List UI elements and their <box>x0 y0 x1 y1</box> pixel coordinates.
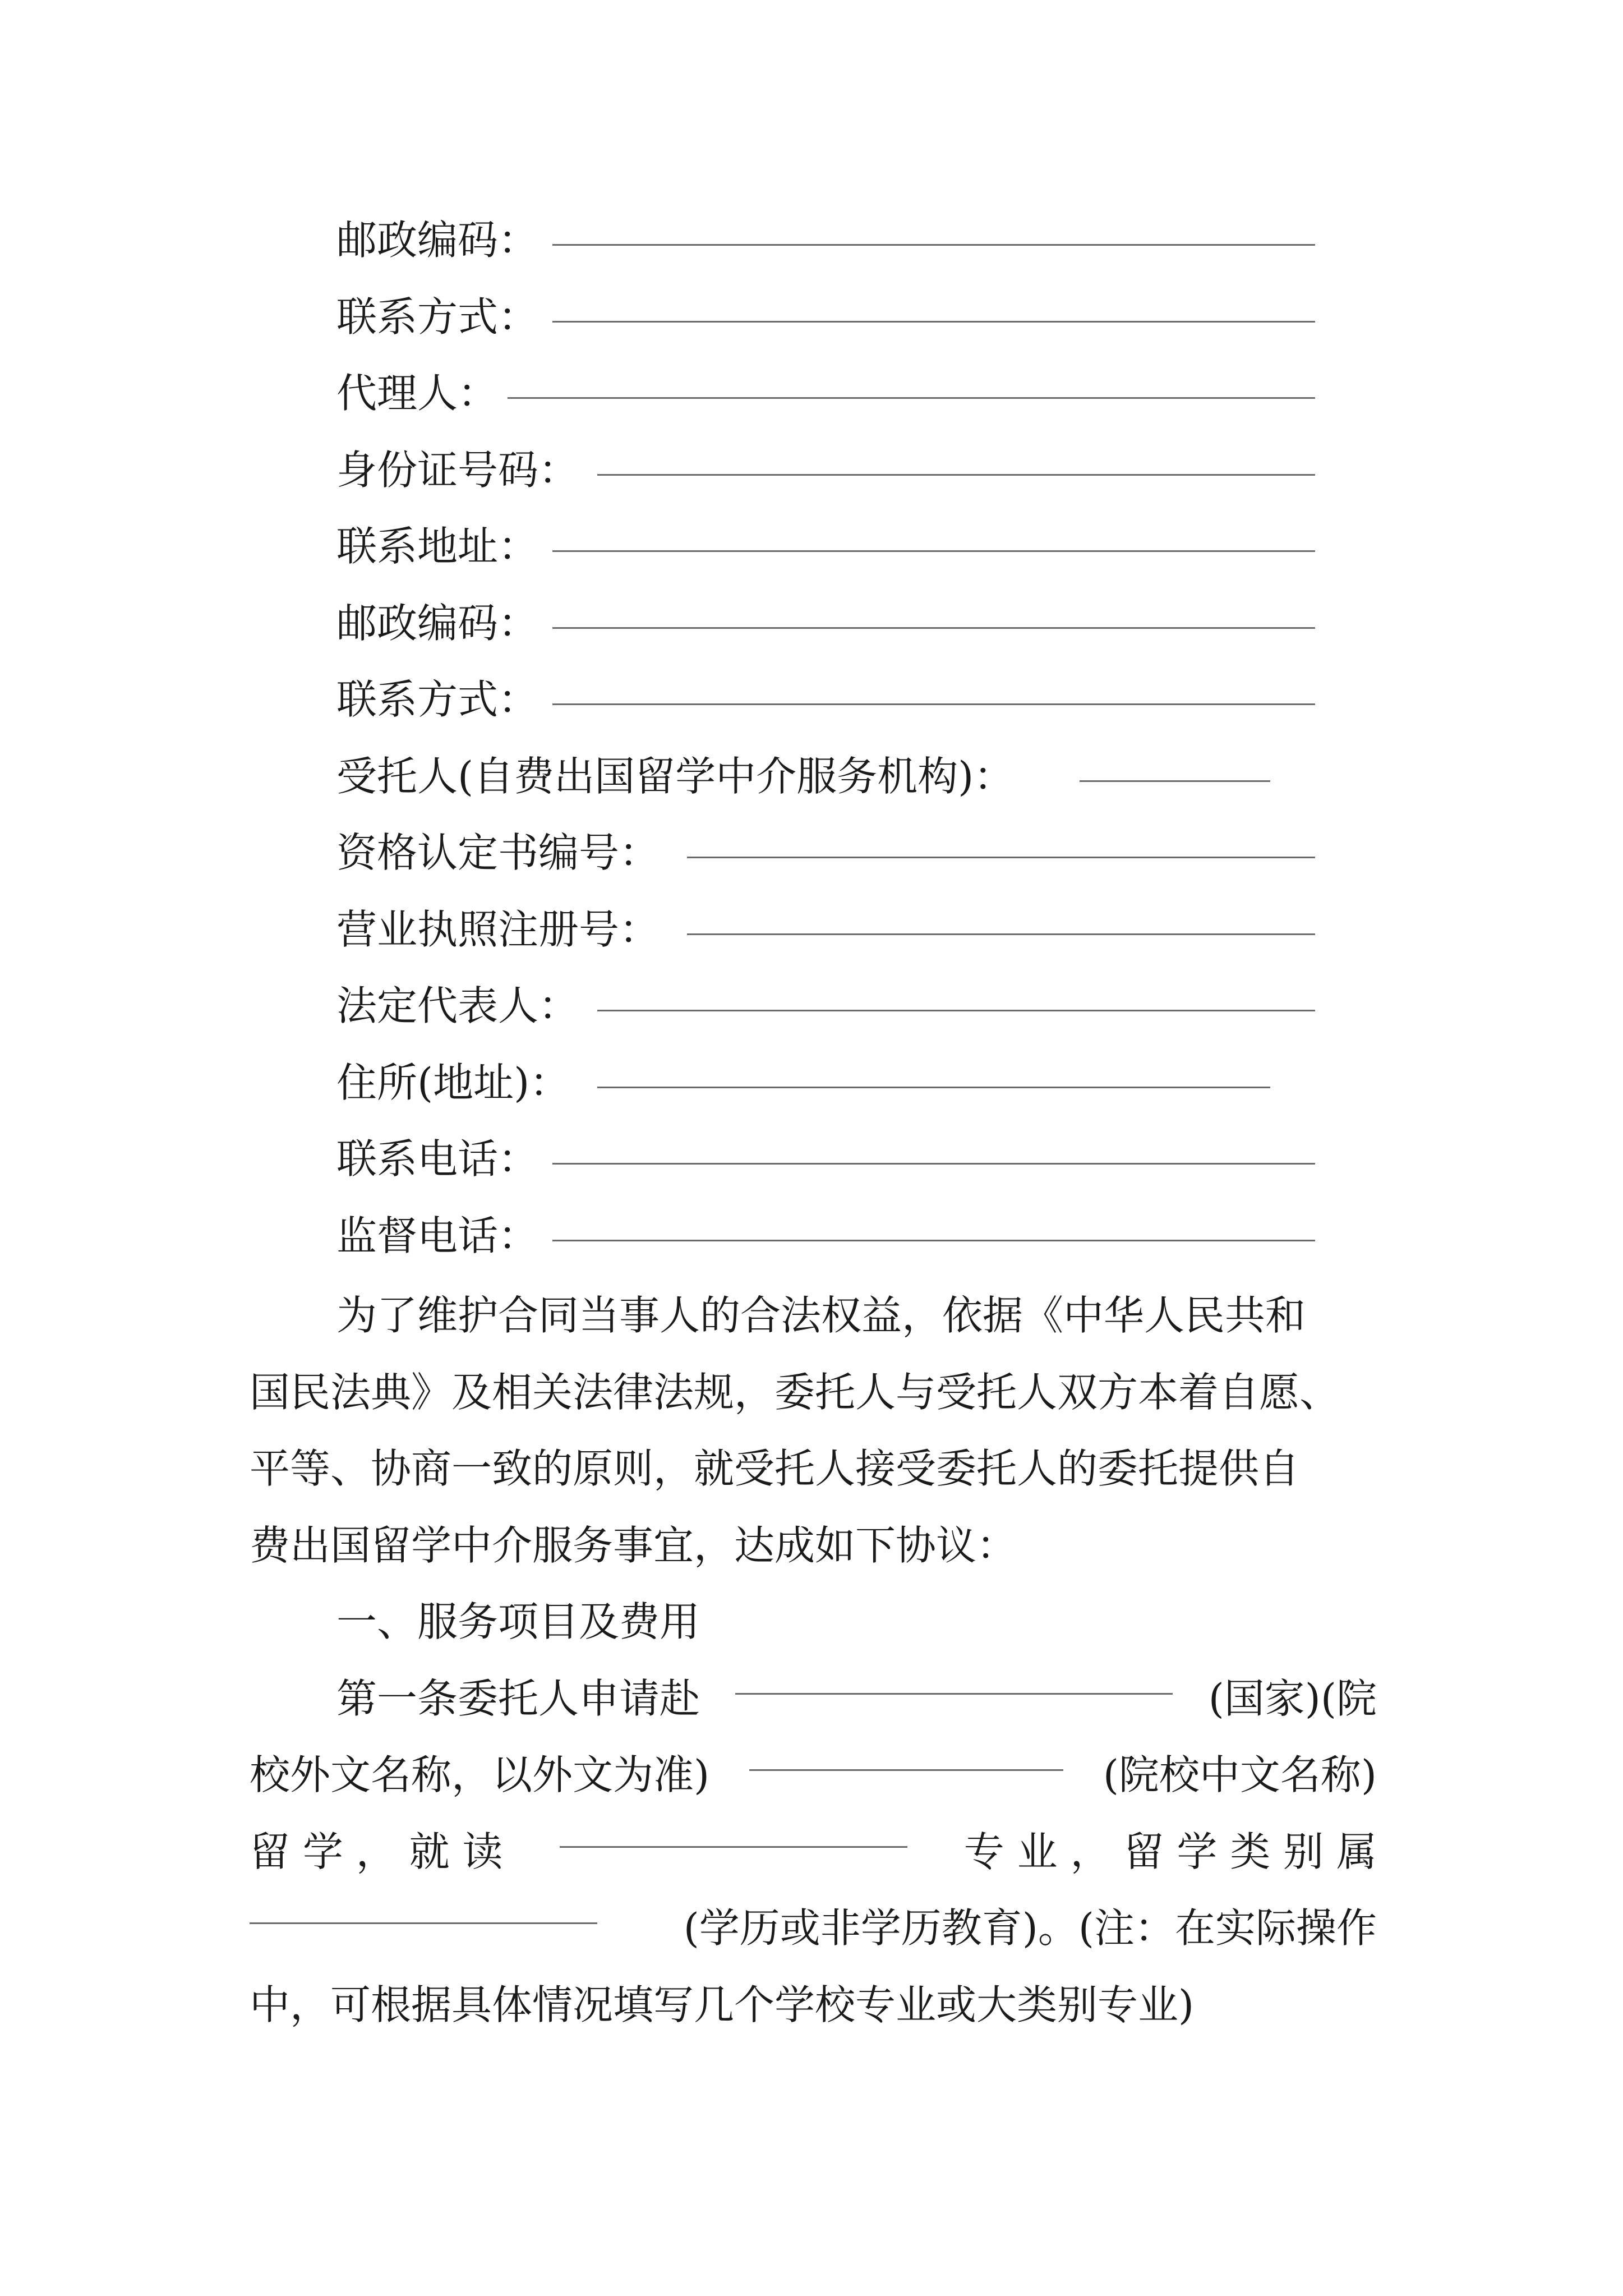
fill-in-blank[interactable] <box>597 474 1315 476</box>
field-label: 住所(地址)： <box>336 1059 570 1106</box>
field-contact-2 <box>0 669 1623 730</box>
field-business-license <box>0 899 1623 960</box>
field-label: 联系方式： <box>336 676 539 723</box>
field-label: 邮政编码： <box>336 600 539 647</box>
article-line: (学历或非学历教育)。(注：在实际操作 <box>250 1890 1377 1967</box>
field-phone <box>0 1128 1623 1190</box>
field-id-number <box>0 439 1623 501</box>
preamble-line: 为了维护合同当事人的合法权益，依据《中华人民共和 <box>336 1292 1306 1339</box>
fill-in-blank[interactable] <box>508 397 1315 399</box>
field-label: 邮政编码： <box>336 217 539 264</box>
field-qualification-no <box>0 822 1623 884</box>
field-label: 法定代表人： <box>336 982 579 1029</box>
fill-in-blank[interactable] <box>687 933 1315 935</box>
fill-in-blank[interactable] <box>552 703 1315 705</box>
article-line: 校外文名称，以外文为准) (院校中文名称) <box>250 1737 1377 1814</box>
field-agent-name <box>0 746 1623 807</box>
field-label: 联系方式： <box>336 293 539 341</box>
fill-in-blank[interactable] <box>749 1737 1063 1771</box>
field-label: 受托人(自费出国留学中介服务机构)： <box>336 753 1015 800</box>
article-line: 留 学 ， 就 读 专 业 ， 留 学 类 别 属 <box>250 1814 1377 1890</box>
field-label: 身份证号码： <box>336 447 579 494</box>
fill-in-blank[interactable] <box>597 1087 1270 1088</box>
fill-in-blank[interactable] <box>1080 780 1270 782</box>
field-postal-code <box>0 209 1623 271</box>
article-line: 第一条委托人申请赴 (国家)(院 <box>336 1660 1377 1737</box>
preamble-line: 平等、协商一致的原则，就受托人接受委托人的委托提供自 <box>250 1445 1300 1492</box>
fill-in-blank[interactable] <box>250 1890 597 1924</box>
field-postal-code-2 <box>0 592 1623 654</box>
field-label: 监督电话： <box>336 1212 539 1259</box>
fill-in-blank[interactable] <box>687 857 1315 858</box>
field-address <box>0 516 1623 577</box>
article-line: 中，可根据具体情况填写几个学校专业或大类别专业) <box>250 1981 1195 2028</box>
field-contact <box>0 286 1623 348</box>
field-representative <box>0 362 1623 424</box>
preamble-line: 费出国留学中介服务事宜，达成如下协议： <box>250 1522 1017 1569</box>
field-label: 资格认定书编号： <box>336 829 660 876</box>
field-label: 代理人： <box>336 370 499 417</box>
fill-in-blank[interactable] <box>552 321 1315 323</box>
fill-in-blank[interactable] <box>552 1163 1315 1165</box>
field-label: 联系地址： <box>336 523 539 570</box>
section-heading: 一、服务项目及费用 <box>336 1598 700 1645</box>
fill-in-blank[interactable] <box>735 1660 1173 1695</box>
fill-in-blank[interactable] <box>560 1814 907 1848</box>
field-label: 营业执照注册号： <box>336 906 660 953</box>
fill-in-blank[interactable] <box>552 627 1315 629</box>
field-domicile <box>0 1052 1623 1114</box>
fill-in-blank[interactable] <box>552 244 1315 246</box>
field-label: 联系电话： <box>336 1135 539 1182</box>
preamble-line: 国民法典》及相关法律法规，委托人与受托人双方本着自愿、 <box>250 1369 1340 1416</box>
fill-in-blank[interactable] <box>597 1010 1315 1011</box>
field-supervision-phone <box>0 1205 1623 1267</box>
fill-in-blank[interactable] <box>552 550 1315 552</box>
fill-in-blank[interactable] <box>552 1240 1315 1241</box>
field-legal-representative <box>0 975 1623 1037</box>
